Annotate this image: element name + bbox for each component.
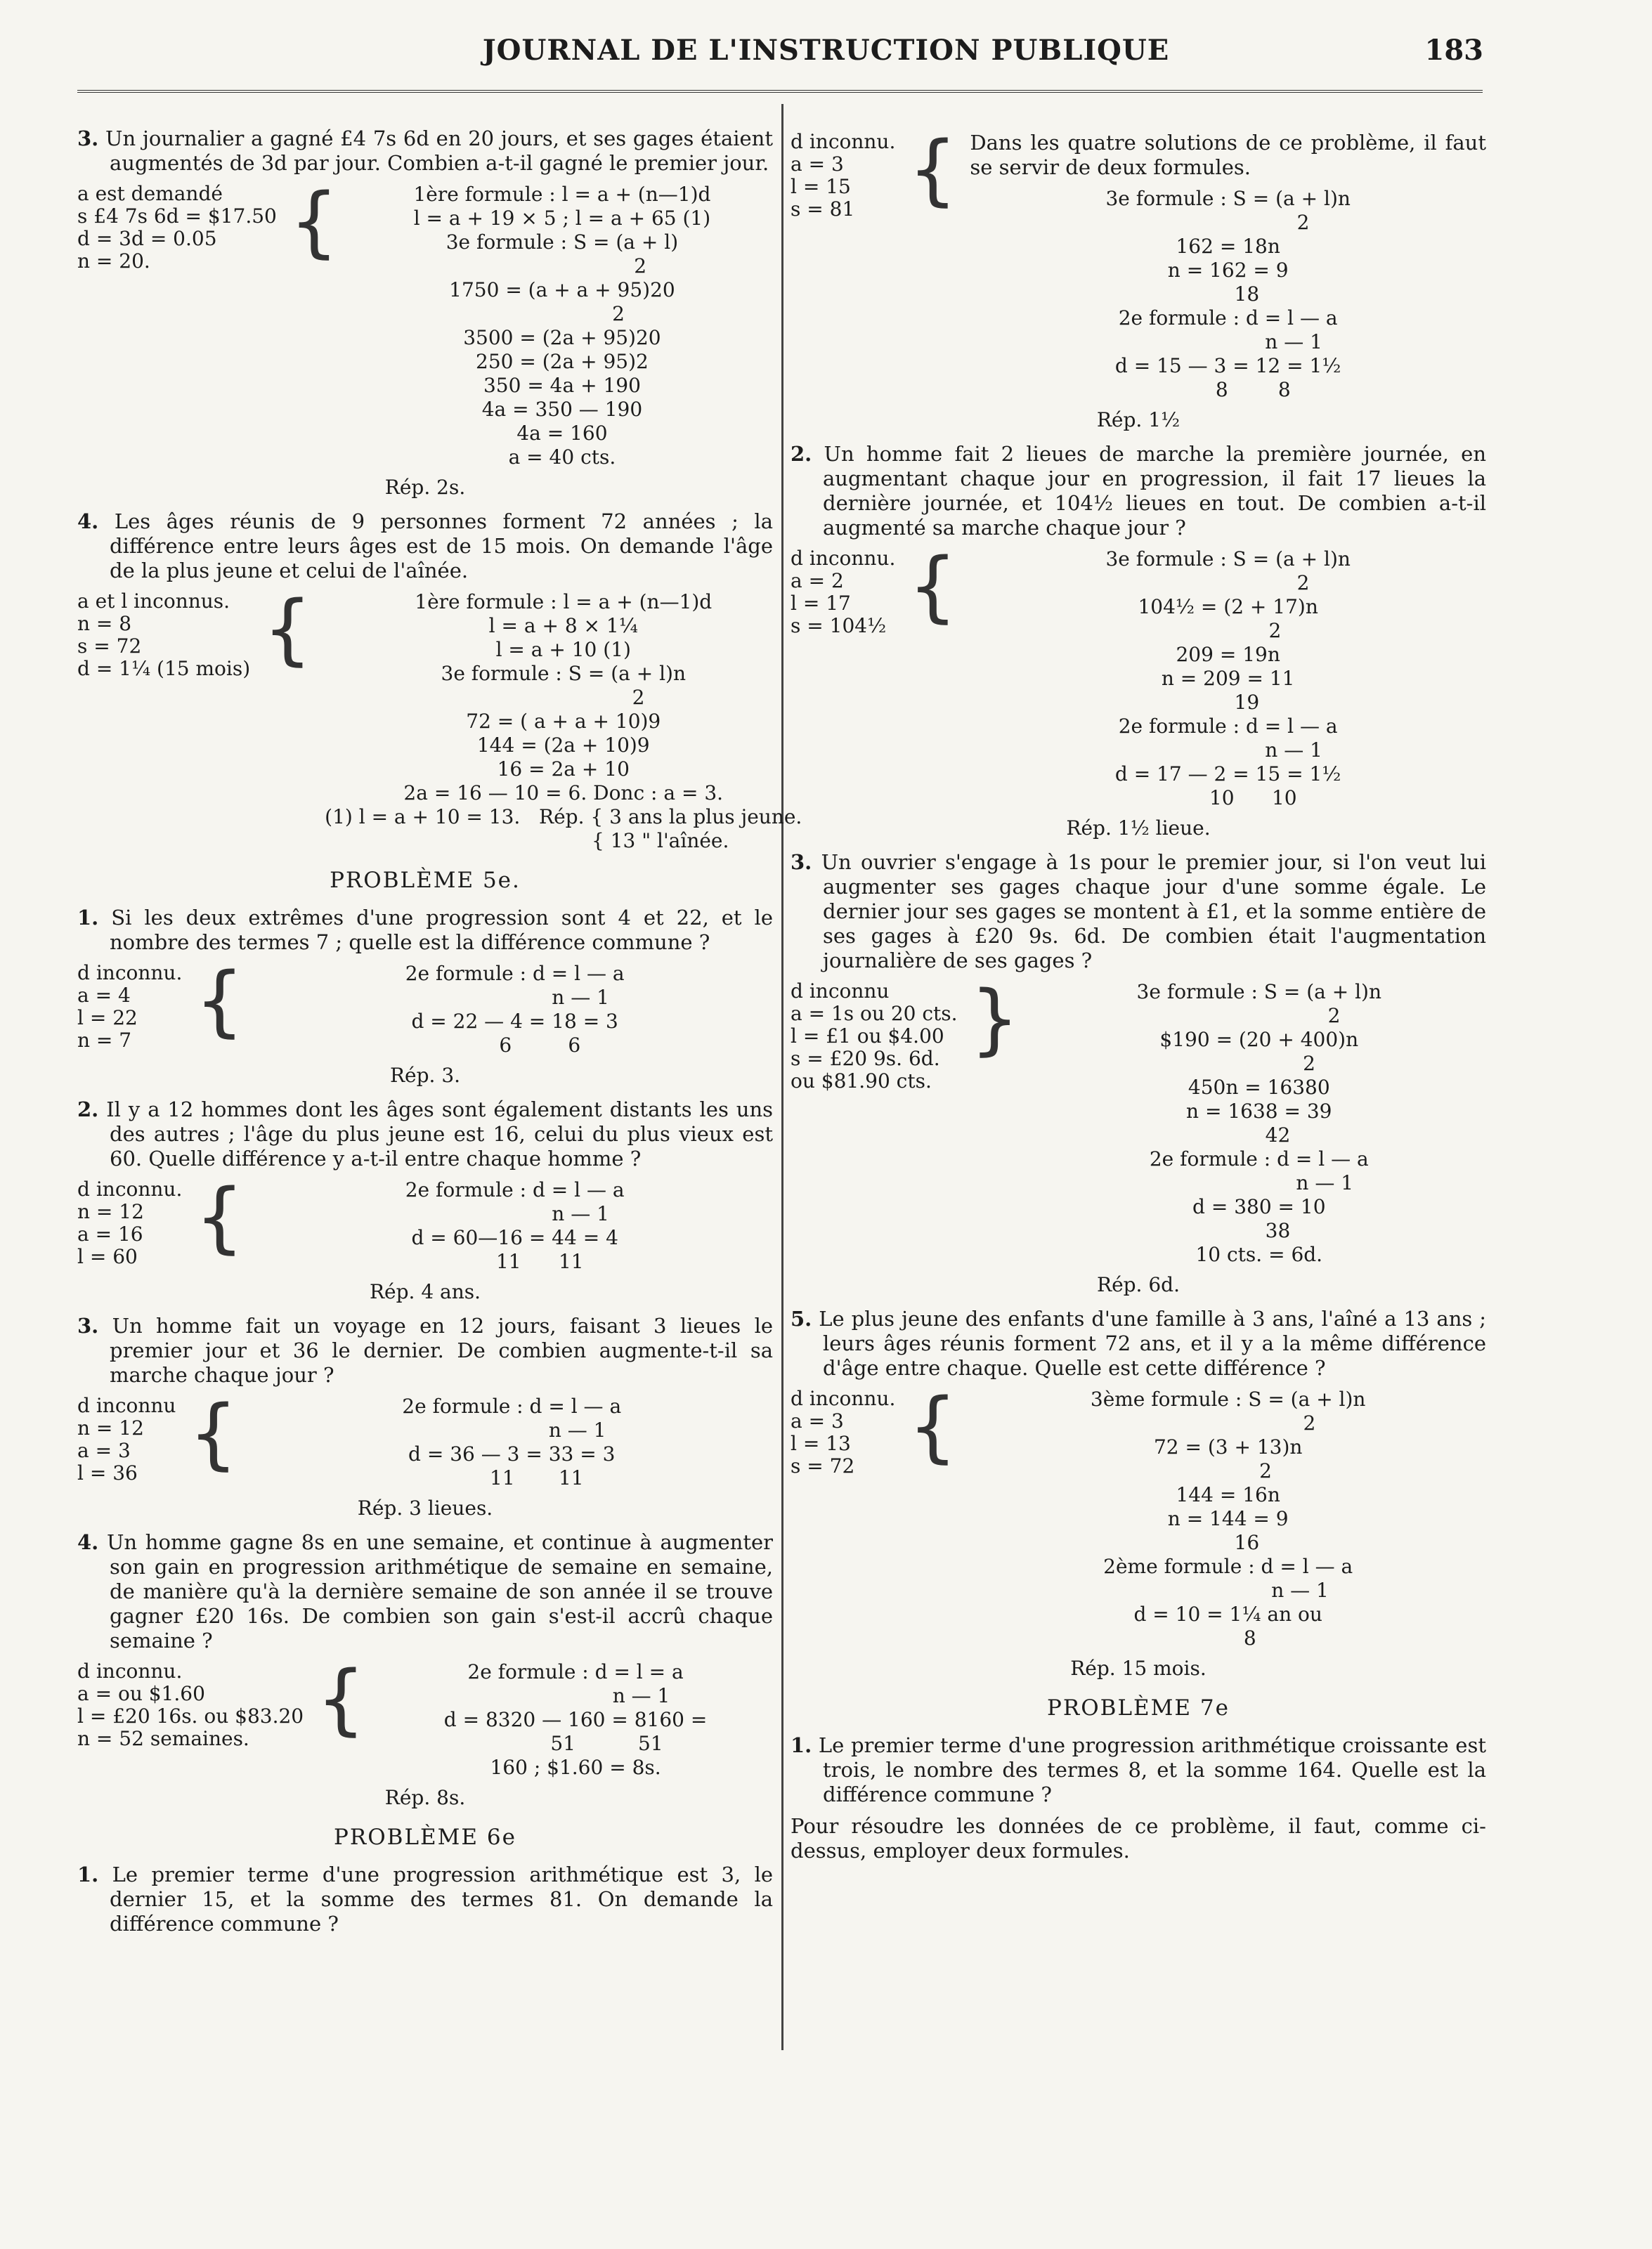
solution-block — [791, 974, 1486, 1267]
brace-icon: { — [316, 1654, 366, 1744]
problem-5-3: 3. Un homme fait un voyage en 12 jours, faisant 3 lieues le premier jour et 36 le dernier. De combien augmente-t-il sa marche chaque jour ? — [77, 1314, 774, 1387]
brace-icon: { — [263, 584, 313, 674]
problem-text: Un homme fait 2 lieues de marche la première journée, en augmentant chaque jour en progression, il fait 17 lieues la dernière journée, et 104½ lieues en tout. De combien a-t-il augmenté sa marche chaque jour ? — [823, 442, 1487, 540]
page-number: 183 — [1424, 34, 1483, 67]
problem-text: Les âges réunis de 9 personnes forment 72 années ; la différence entre leurs âges est de 15 mois. On demande l'âge de la plus jeune et celui de l'aînée. — [110, 509, 773, 582]
left-column — [77, 126, 802, 1943]
answer: Rép. 3. — [389, 1064, 461, 1087]
answer: Rép. 2s. — [384, 476, 466, 499]
given-values: a et l inconnus. n = 8 s = 72 d = 1¼ (15 mois) — [77, 589, 251, 680]
problem-5-4: 4. Un homme gagne 8s en une semaine, et continue à augmenter son gain en progression arithmétique de semaine en semaine, de manière qu'à la dernière semaine de son année il se trouve gagner £20 16s. De combien son gain s'est-il accrû chaque semaine ? — [77, 1530, 773, 1652]
problem-6-1: 1. Le premier terme d'une progression arithmétique est 3, le dernier 15, et la somme des termes 81. On demande la différence commune ? — [77, 1863, 774, 1936]
answer: Rép. 15 mois. — [1070, 1657, 1207, 1680]
problem-4-4: 4. Les âges réunis de 9 personnes forment 72 années ; la différence entre leurs âges est de 15 mois. On demande l'âge de la plus jeune et celui de l'aînée. — [77, 509, 773, 582]
solution-steps: 3e formule : S = (a + l)n 2 104½ = (2 + 17)n 2 209 = 19n n = 209 = 11 19 2e formule : d = l — a n — 1 d = 17 — 2 = 15 = 1½ 10 10 — [1105, 547, 1351, 809]
column-divider — [781, 104, 783, 2050]
solution-block — [791, 1381, 1486, 1650]
brace-icon: { — [908, 541, 958, 631]
solution-steps: 2e formule : d = l — a n — 1 d = 36 — 3 = 33 = 3 11 11 — [402, 1395, 622, 1489]
problem-text: Un homme fait un voyage en 12 jours, faisant 3 lieues le premier jour et 36 le dernier. De combien augmente-t-il sa marche chaque jour ? — [110, 1314, 774, 1387]
problem-text: Le premier terme d'une progression arithmétique est 3, le dernier 15, et la somme des termes 81. On demande la différence commune ? — [110, 1863, 774, 1936]
page-header — [0, 34, 1652, 76]
right-column — [791, 126, 1486, 1870]
journal-title: JOURNAL DE L'INSTRUCTION PUBLIQUE — [482, 34, 1170, 67]
problem-6-5: 5. Le plus jeune des enfants d'une famille à 3 ans, l'aîné a 13 ans ; leurs âges réunis forment 72 ans, et il y a la même différence d'âge entre chaque. Quelle est cette différence ? — [791, 1307, 1486, 1380]
solution-steps: 1ère formule : l = a + (n—1)d l = a + 8 × 1¼ l = a + 10 (1) 3e formule : S = (a + l)n 2 72 = ( a + a + 10)9 144 = (2a + 10)9 16 = 2a + 10 2a = 16 — 10 = 6. Donc : a = 3. (1) l = a + 10 = 13. Rép. { 3 ans la plus jeune. { 13 " l'aînée. — [325, 590, 802, 852]
problem-text: Un homme gagne 8s en une semaine, et continue à augmenter son gain en progression arithmétique de semaine en semaine, de manière qu'à la dernière semaine de son année il se trouve gagner £20 16s. De combien son gain s'est-il accrû chaque semaine ? — [106, 1530, 773, 1652]
given-values: d inconnu. a = 4 l = 22 n = 7 — [77, 961, 183, 1052]
problem-7-1: 1. Le premier terme d'une progression arithmétique croissante est trois, le nombre des termes 8, et la somme 164. Quelle est la différence commune ? — [791, 1733, 1487, 1806]
solution-block — [77, 956, 773, 1057]
answer: Rép. 1½ — [1096, 408, 1181, 431]
solution-block — [77, 1172, 773, 1274]
problem-5-1: 1. Si les deux extrêmes d'une progression sont 4 et 22, et le nombre des termes 7 ; quelle est la différence commune ? — [77, 906, 773, 954]
solution-block — [791, 541, 1486, 810]
section-heading: PROBLÈME 7e — [1047, 1695, 1230, 1721]
solution-block — [77, 1654, 773, 1780]
answer: Rép. 8s. — [384, 1786, 466, 1809]
brace-icon: { — [195, 1172, 245, 1262]
problem-5-2: 2. Il y a 12 hommes dont les âges sont également distants les uns des autres ; l'âge du plus jeune est 16, celui du plus vieux est 60. Quelle différence y a-t-il entre chaque homme ? — [77, 1097, 773, 1171]
solution-block — [791, 124, 1486, 402]
brace-icon: { — [908, 1381, 958, 1471]
problem-6-2: 2. Un homme fait 2 lieues de marche la première journée, en augmentant chaque jour en progression, il fait 17 lieues la dernière journée, et 104½ lieues en tout. De combien a-t-il augmenté sa marche chaque jour ? — [791, 442, 1487, 540]
solution-steps: 3e formule : S = (a + l)n 2 $190 = (20 + 400)n 2 450n = 16380 n = 1638 = 39 42 2e formule : d = l — a n — 1 d = 380 = 10 38 10 cts. = 6d. — [1136, 980, 1382, 1266]
section-heading: PROBLÈME 6e — [334, 1825, 516, 1850]
solution-block — [77, 176, 773, 469]
given-values: a est demandé s £4 7s 6d = $17.50 d = 3d = 0.05 n = 20. — [77, 182, 277, 273]
given-values: d inconnu. a = 3 l = 13 s = 72 — [791, 1387, 896, 1478]
problem-text: Si les deux extrêmes d'une progression sont 4 et 22, et le nombre des termes 7 ; quelle est la différence commune ? — [110, 906, 773, 954]
problem-text: Le premier terme d'une progression arithmétique croissante est trois, le nombre des termes 8, et la somme 164. Quelle est la différence commune ? — [818, 1733, 1487, 1806]
brace-icon: { — [908, 124, 958, 214]
header-rule — [77, 90, 1483, 93]
answer: Rép. 3 lieues. — [357, 1497, 493, 1520]
brace-icon: { — [289, 176, 339, 266]
given-values: d inconnu. a = 2 l = 17 s = 104½ — [791, 547, 896, 637]
problem-text: Un journalier a gagné £4 7s 6d en 20 jours, et ses gages étaient augmentés de 3d par jour. Combien a-t-il gagné le premier jour. — [105, 126, 774, 175]
solution-steps: 1ère formule : l = a + (n—1)d l = a + 19 × 5 ; l = a + 65 (1) 3e formule : S = (a + l) 2 1750 = (a + a + 95)20 2 3500 = (2a + 95)20 250 = (2a + 95)2 350 = 4a + 190 4a = 350 — 190 4a = 160 a = 40 cts. — [413, 183, 711, 469]
problem-4-3: 3. Un journalier a gagné £4 7s 6d en 20 jours, et ses gages étaient augmentés de 3d par jour. Combien a-t-il gagné le premier jour. — [77, 126, 774, 175]
brace-icon: { — [195, 956, 245, 1045]
given-values: d inconnu. a = 3 l = 15 s = 81 — [791, 130, 896, 221]
solution-block — [77, 584, 802, 853]
solution-steps: 3ème formule : S = (a + l)n 2 72 = (3 + 13)n 2 144 = 16n n = 144 = 9 16 2ème formule : d = l — a n — 1 d = 10 = 1¼ an ou 8 — [1090, 1388, 1366, 1650]
solution-steps: 2e formule : d = l = a n — 1 d = 8320 — 160 = 8160 = 51 51 160 ; $1.60 = 8s. — [443, 1660, 708, 1779]
given-values: d inconnu. n = 12 a = 16 l = 60 — [77, 1178, 183, 1268]
brace-icon: } — [970, 974, 1020, 1064]
solution-note: Dans les quatre solutions de ce problème, il faut se servir de deux formules. — [970, 131, 1486, 179]
problem-6-3: 3. Un ouvrier s'engage à 1s pour le premier jour, si l'on veut lui augmenter ses gages chaque jour d'une somme égale. Le dernier jour ses gages se montent à £1, et la somme entière de ses gages à £20 9s. 6d. De combien était l'augmentation journalière de ses gages ? — [791, 850, 1487, 972]
given-values: d inconnu. a = ou $1.60 l = £20 16s. ou $83.20 n = 52 semaines. — [77, 1660, 304, 1750]
solution-steps: 2e formule : d = l — a n — 1 d = 60—16 = 44 = 4 11 11 — [405, 1178, 625, 1273]
problem-text: Un ouvrier s'engage à 1s pour le premier jour, si l'on veut lui augmenter ses gages chaque jour d'une somme égale. Le dernier jour ses gages se montent à £1, et la somme entière de ses gages à £20 9s. 6d. De combien était l'augmentation journalière de ses gages ? — [821, 850, 1487, 972]
closing-note: Pour résoudre les données de ce problème, il faut, comme ci-dessus, employer deux formules. — [791, 1814, 1486, 1863]
section-heading: PROBLÈME 5e. — [330, 868, 521, 893]
given-values: d inconnu n = 12 a = 3 l = 36 — [77, 1394, 176, 1485]
given-values: d inconnu a = 1s ou 20 cts. l = £1 ou $4.00 s = £20 9s. 6d. ou $81.90 cts. — [791, 979, 958, 1093]
answer: Rép. 4 ans. — [369, 1280, 481, 1303]
problem-text: Le plus jeune des enfants d'une famille à 3 ans, l'aîné a 13 ans ; leurs âges réunis forment 72 ans, et il y a la même différence d'âge entre chaque. Quelle est cette différence ? — [819, 1307, 1486, 1380]
brace-icon: { — [188, 1388, 238, 1478]
solution-block — [77, 1388, 773, 1490]
problem-text: Il y a 12 hommes dont les âges sont également distants les uns des autres ; l'âge du plus jeune est 16, celui du plus vieux est 60. Quelle différence y a-t-il entre chaque homme ? — [106, 1097, 773, 1171]
answer: Rép. 1½ lieue. — [1066, 816, 1211, 840]
answer: Rép. 6d. — [1096, 1273, 1180, 1296]
solution-steps: 2e formule : d = l — a n — 1 d = 22 — 4 = 18 = 3 6 6 — [405, 962, 625, 1057]
solution-steps: 3e formule : S = (a + l)n 2 162 = 18n n = 162 = 9 18 2e formule : d = l — a n — 1 d = 15 — 3 = 12 = 1½ 8 8 — [1105, 187, 1351, 401]
